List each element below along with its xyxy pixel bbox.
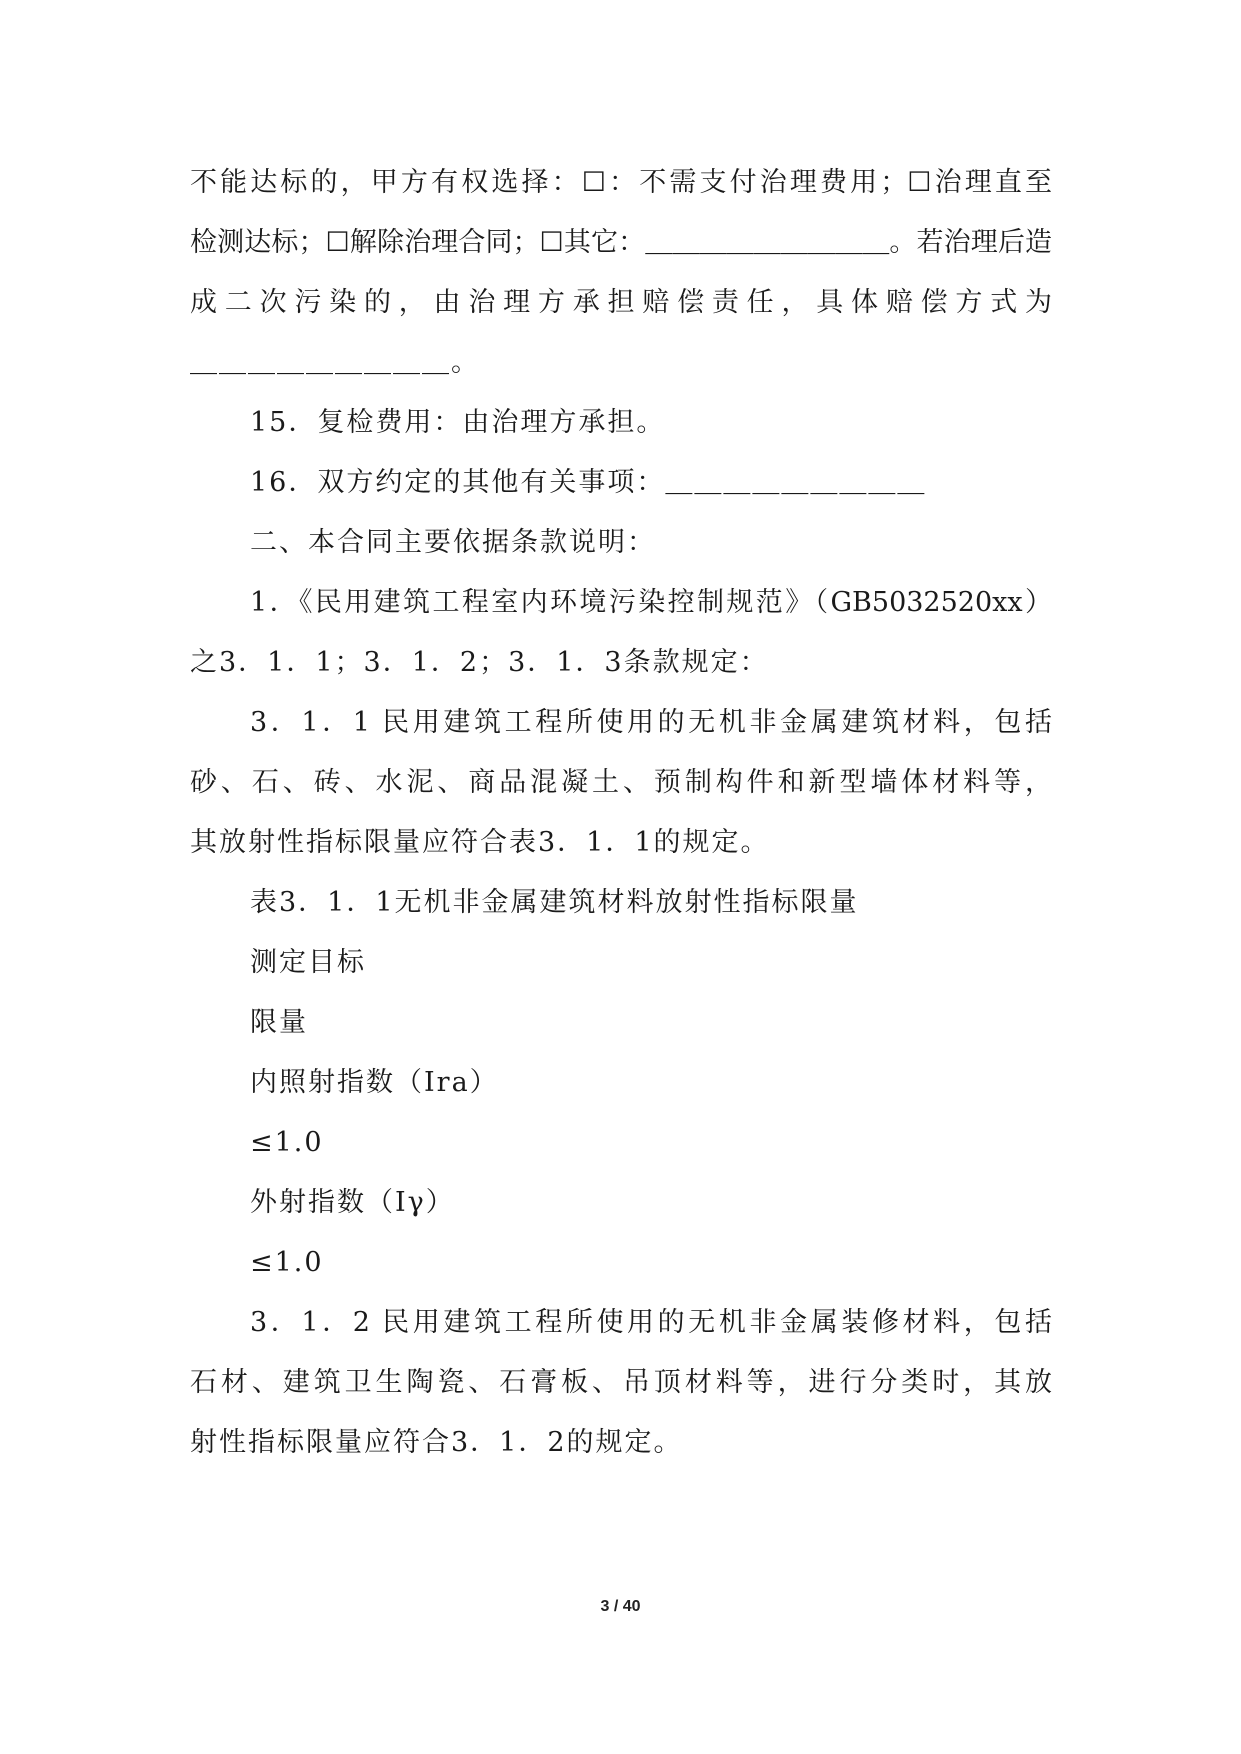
table-cell: ≤1.0 (250, 1127, 324, 1158)
text-line: 成二次污染的，由治理方承担赔偿责任，具体赔偿方式为 (190, 287, 1052, 318)
section-heading: 二、本合同主要依据条款说明： (250, 527, 656, 558)
text-line: 石材、建筑卫生陶瓷、石膏板、吊顶材料等，进行分类时，其放 (190, 1367, 1052, 1398)
text-line: 16．双方约定的其他有关事项：＿＿＿＿＿＿＿＿＿ (250, 467, 927, 498)
table-cell: 外射指数（Iγ） (250, 1187, 455, 1218)
table-cell: 内照射指数（Ira） (250, 1067, 499, 1098)
text-line: 1．《民用建筑工程室内环境污染控制规范》（GB5032520xx） (250, 587, 1052, 618)
text-line: 检测达标；☐解除治理合同；☐其它：＿＿＿＿＿＿＿＿＿。若治理后造 (190, 227, 1052, 258)
text-line: 射性指标限量应符合3．1．2的规定。 (190, 1427, 683, 1458)
table-caption: 表3．1．1无机非金属建筑材料放射性指标限量 (250, 887, 859, 918)
text-line: 15．复检费用：由治理方承担。 (250, 407, 666, 438)
text-line: 砂、石、砖、水泥、商品混凝土、预制构件和新型墙体材料等， (190, 767, 1052, 798)
table-cell: 限量 (250, 1007, 308, 1038)
text-line: 3．1．2 民用建筑工程所使用的无机非金属装修材料，包括 (250, 1307, 1052, 1338)
text-line: 其放射性指标限量应符合表3．1．1的规定。 (190, 827, 770, 858)
text-line: 3．1．1 民用建筑工程所使用的无机非金属建筑材料，包括 (250, 707, 1052, 738)
table-cell: ≤1.0 (250, 1247, 324, 1278)
text-line: 不能达标的，甲方有权选择：☐：不需支付治理费用；☐治理直至 (190, 167, 1052, 198)
page-number: 3 / 40 (600, 1598, 641, 1615)
table-cell: 测定目标 (250, 947, 366, 978)
text-line: 之3．1．1；3．1．2；3．1．3条款规定： (190, 647, 769, 678)
text-line: ＿＿＿＿＿＿＿＿＿。 (190, 347, 480, 378)
